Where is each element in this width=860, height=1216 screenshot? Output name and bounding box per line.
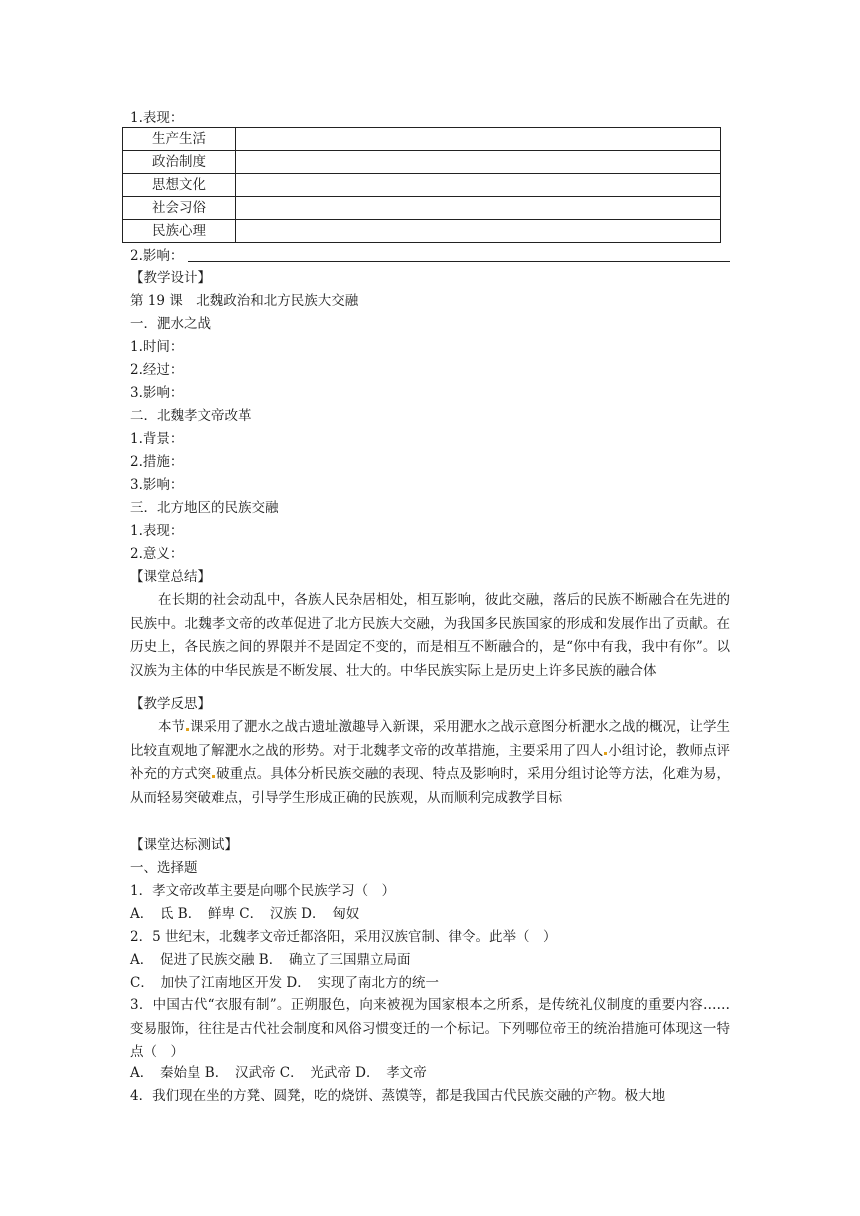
row-label: 民族心理	[123, 220, 236, 243]
row-label: 政治制度	[123, 151, 236, 174]
teaching-design-header: 【教学设计】	[130, 270, 211, 286]
section-3-item: 2.意义：	[130, 546, 184, 562]
question-3: 3．中国古代“衣服有制”。正朔服色，向来被视为国家根本之所系，是传统礼仪制度的重要内容……变易服饰，往往是古代社会制度和风俗习惯变迁的一个标记。下列哪位帝王的统治措施可体现这一特点（ ）	[130, 997, 730, 1060]
question-1-options: A． 氐 B． 鲜卑 C． 汉族 D． 匈奴	[130, 906, 360, 922]
lesson-title: 第 19 课 北魏政治和北方民族大交融	[130, 293, 359, 309]
row-label: 社会习俗	[123, 197, 236, 220]
question-1: 1．孝文帝改革主要是向哪个民族学习（ ）	[130, 883, 396, 899]
answer-cell	[236, 174, 721, 197]
question-4: 4．我们现在坐的方凳、圆凳，吃的烧饼、蒸馍等，都是我国古代民族交融的产物。极大地	[130, 1088, 666, 1104]
impact-underline	[188, 261, 730, 262]
reflection-text: 小组讨论，教师点评补充的方式突	[130, 742, 731, 782]
reflection-paragraph	[130, 716, 730, 810]
quiz-header: 【课堂达标测试】	[130, 837, 238, 853]
section-2-item: 3.影响：	[130, 477, 184, 493]
section-3-title: 三．北方地区的民族交融	[130, 500, 279, 516]
performance-heading: 1.表现：	[130, 110, 184, 126]
section-2-item: 2.措施：	[130, 454, 184, 470]
quiz-section-title: 一、选择题	[130, 860, 198, 876]
question-2: 2．5 世纪末，北魏孝文帝迁都洛阳，采用汉族官制、律令。此举（ ）	[130, 929, 557, 945]
summary-paragraph: 在长期的社会动乱中，各族人民杂居相处，相互影响，彼此交融，落后的民族不断融合在先进的民族中。北魏孝文帝的改革促进了北方民族大交融，为我国多民族国家的形成和发展作出了贡献。在历史上，各民族之间的界限并不是固定不变的，而是相互不断融合的，是“你中有我，我中有你”。以汉族为主体的中华民族是不断发展、壮大的。中华民族实际上是历史上许多民族的融合体	[130, 592, 730, 679]
table-row	[123, 128, 721, 151]
revision-mark-icon	[186, 728, 189, 731]
summary-header: 【课堂总结】	[130, 569, 211, 585]
table-row	[123, 174, 721, 197]
reflection-text: 课采用了淝水之战古遗址激趣导入新课，采用淝水之战示意图分析淝水之战的概况，让学生比较直观地了解淝水之战的形势。对于北魏孝文帝的改革措施，主要采用了四人	[130, 719, 730, 759]
section-1-item: 1.时间：	[130, 339, 184, 355]
section-2-item: 1.背景：	[130, 431, 184, 447]
section-2-title: 二．北魏孝文帝改革	[130, 408, 252, 424]
revision-mark-icon	[212, 775, 215, 778]
row-label: 思想文化	[123, 174, 236, 197]
question-3-options: A． 秦始皇 B． 汉武帝 C． 光武帝 D． 孝文帝	[130, 1065, 427, 1081]
table-row	[123, 151, 721, 174]
question-2-options: C． 加快了江南地区开发 D． 实现了南北方的统一	[130, 975, 439, 991]
reflection-text: 破重点。具体分析民族交融的表现、特点及影响时，采用分组讨论等方法，化难为易，从而轻易突破难点，引导学生形成正确的民族观，从而顺利完成教学目标	[130, 766, 731, 806]
answer-cell	[236, 197, 721, 220]
reflection-header: 【教学反思】	[130, 696, 211, 712]
performance-table	[122, 127, 721, 243]
section-1-item: 2.经过：	[130, 362, 184, 378]
answer-cell	[236, 128, 721, 151]
question-2-options: A． 促进了民族交融 B． 确立了三国鼎立局面	[130, 952, 411, 968]
reflection-text: 本节	[158, 719, 185, 735]
section-1-title: 一．淝水之战	[130, 316, 211, 332]
row-label: 生产生活	[123, 128, 236, 151]
table-row	[123, 220, 721, 243]
impact-label: 2.影响：	[130, 248, 184, 264]
answer-cell	[236, 151, 721, 174]
section-1-item: 3.影响：	[130, 385, 184, 401]
table-row	[123, 197, 721, 220]
revision-mark-icon	[604, 752, 607, 755]
section-3-item: 1.表现：	[130, 523, 184, 539]
answer-cell	[236, 220, 721, 243]
